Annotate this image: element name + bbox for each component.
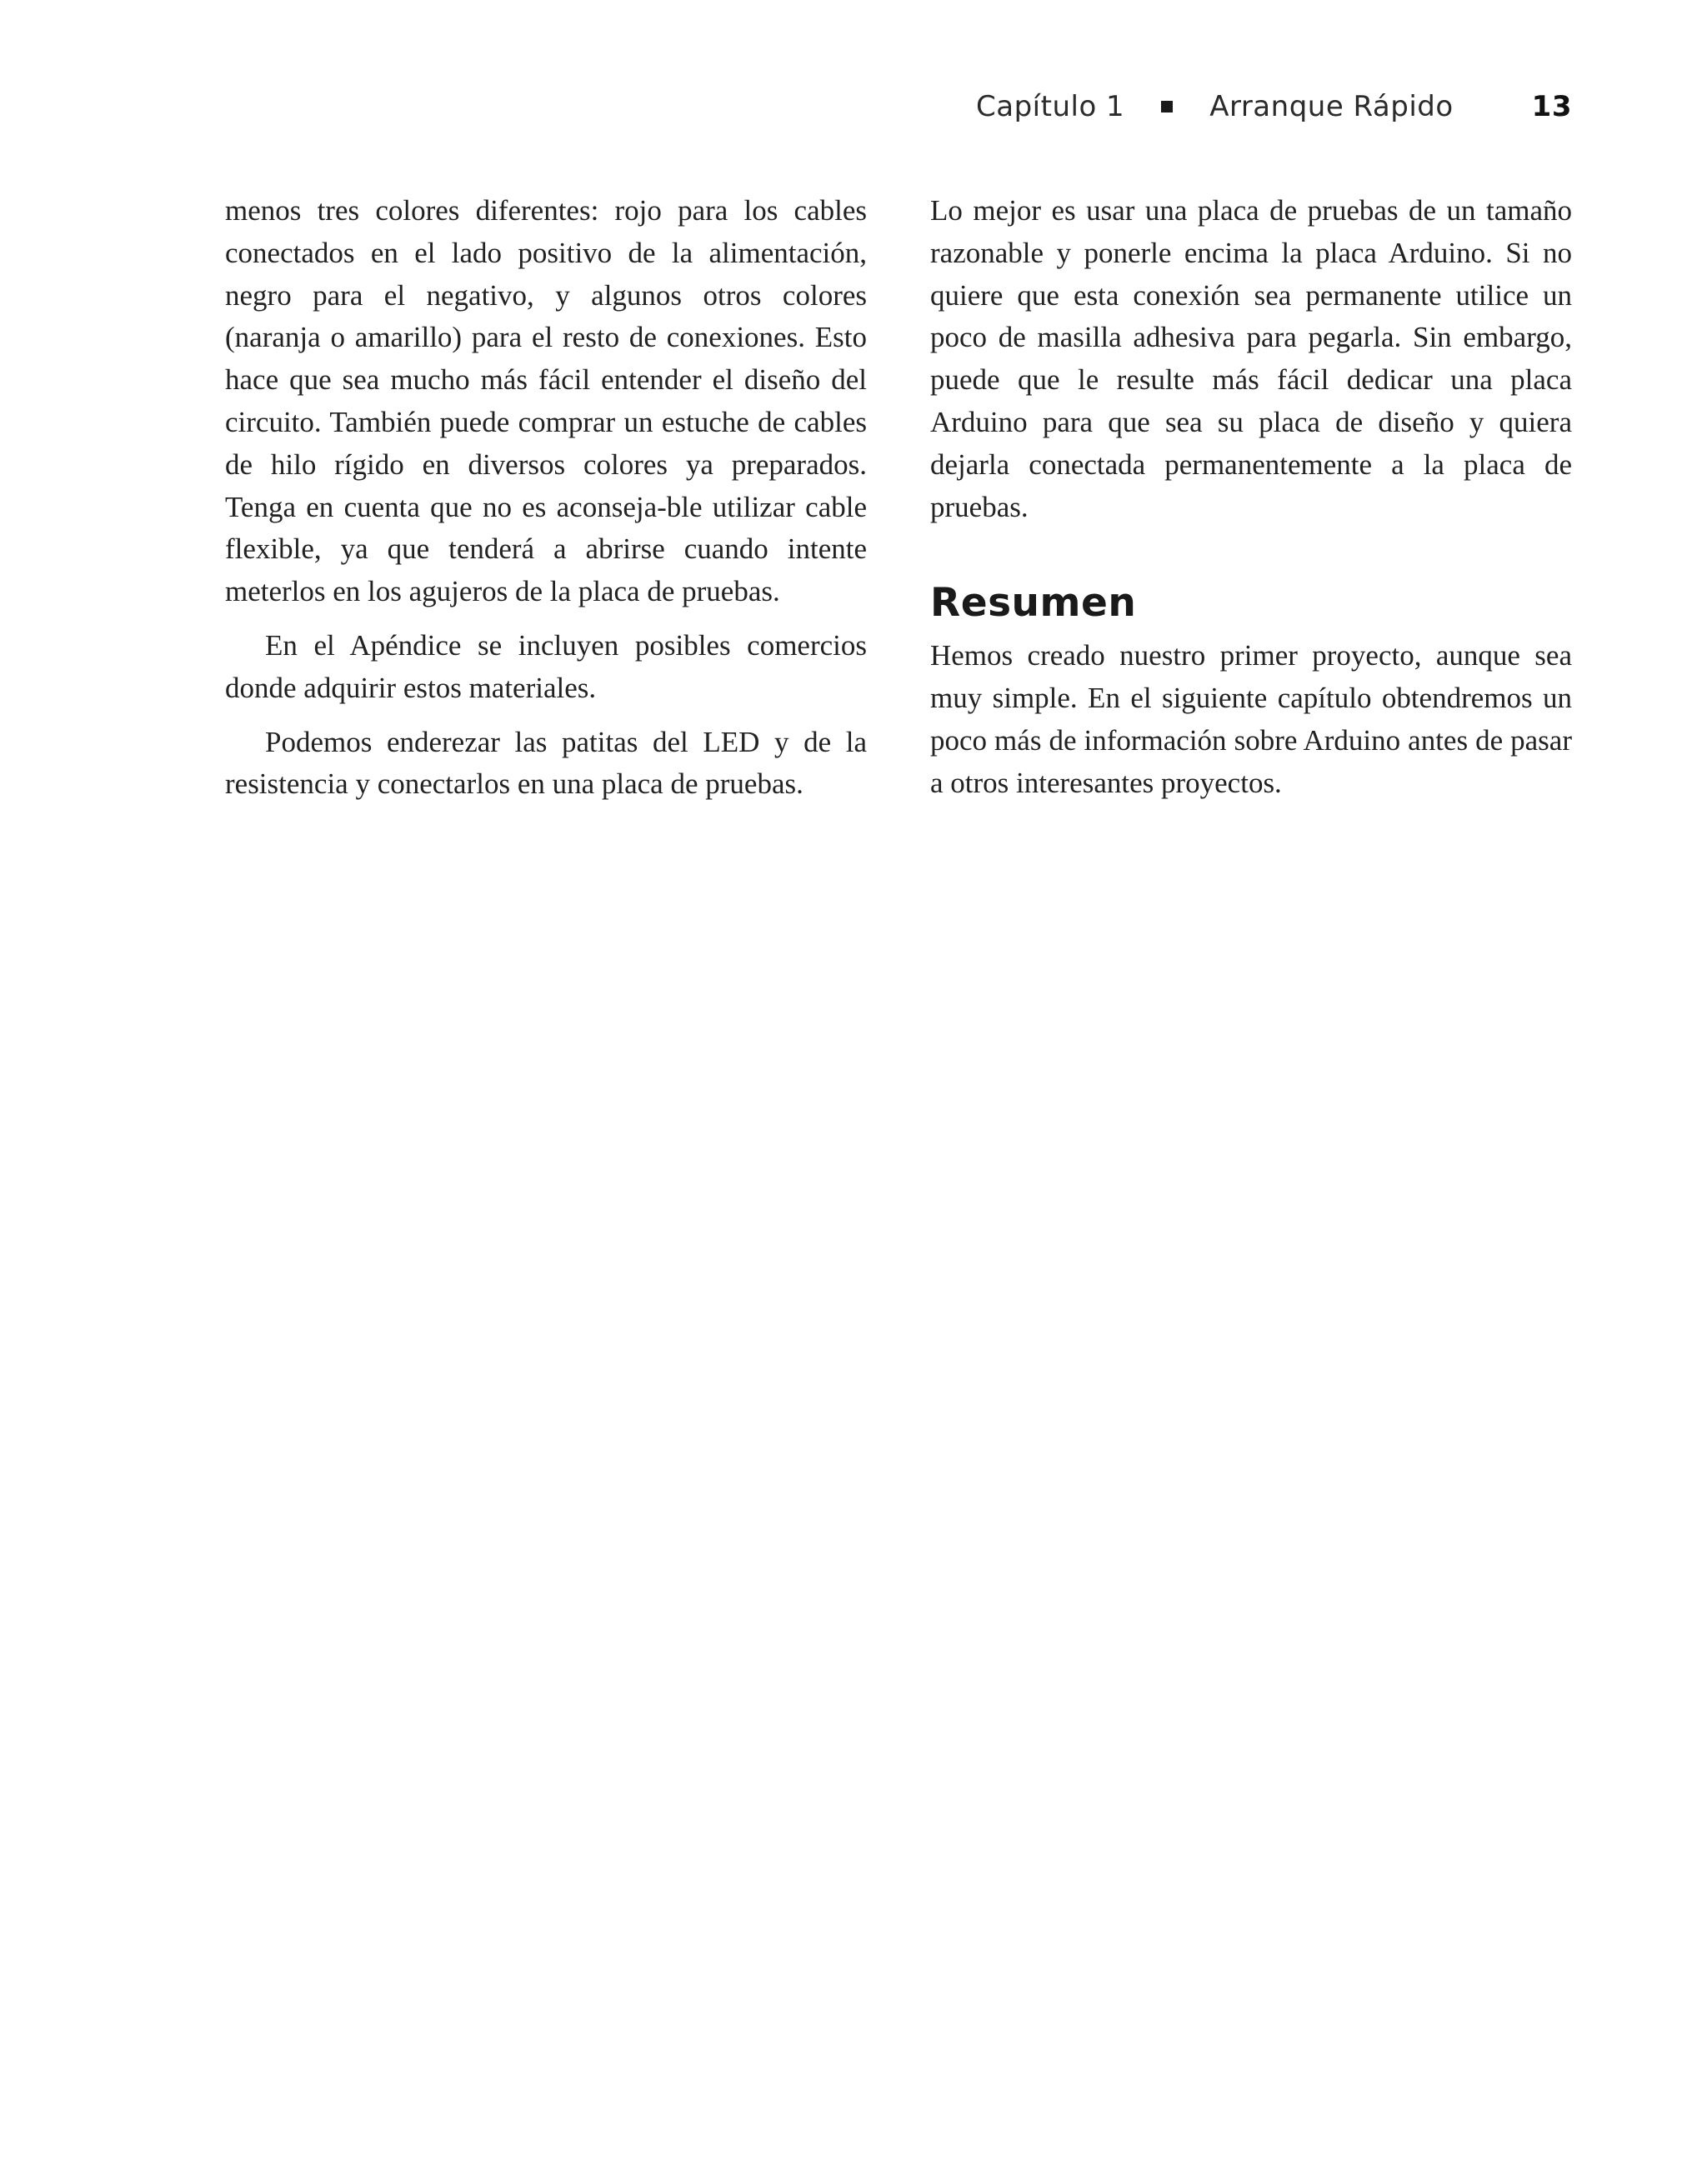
right-column [930, 190, 1572, 817]
left-column [225, 190, 867, 817]
chapter-label: Capítulo 1 [976, 90, 1125, 123]
paragraph: Podemos enderezar las patitas del LED y de la resistencia y conectarlos en una placa de pruebas. [225, 725, 867, 801]
section-heading: Resumen [930, 580, 1137, 627]
summary-paragraph: Hemos creado nuestro primer proyecto, aunque sea muy simple. En el siguiente capítulo obtendremos un poco más de información sobre Arduino antes de pasar a otros interesantes proyectos. [930, 639, 1572, 799]
paragraph: Lo mejor es usar una placa de pruebas de un tamaño razonable y ponerle encima la placa Arduino. Si no quiere que esta conexión sea permanente utilice un poco de masilla adhesiva para pegarla. Sin embargo, puede que le resulte más fácil dedicar una placa Arduino para que sea su placa de diseño y quiera dejarla conectada permanentemente a la placa de pruebas. [930, 194, 1572, 523]
paragraph: menos tres colores diferentes: rojo para los cables conectados en el lado positivo de la alimentación, negro para el negativo, y algunos otros colores (naranja o amarillo) para el resto de conexiones. Esto hace que sea mucho más fácil entender el diseño del circuito. También puede comprar un estuche de cables de hilo rígido en diversos colores ya preparados. Tenga en cuenta que no es aconseja-ble utilizar cable flexible, ya que tenderá a abrirse cuando intente meterlos en los agujeros de la placa de pruebas. [225, 194, 867, 608]
section-label: Arranque Rápido [1209, 90, 1454, 123]
page-number: 13 [1531, 90, 1572, 123]
square-bullet-icon [1161, 101, 1173, 112]
paragraph: En el Apéndice se incluyen posibles comercios donde adquirir estos materiales. [225, 628, 867, 704]
running-header [976, 90, 1572, 123]
